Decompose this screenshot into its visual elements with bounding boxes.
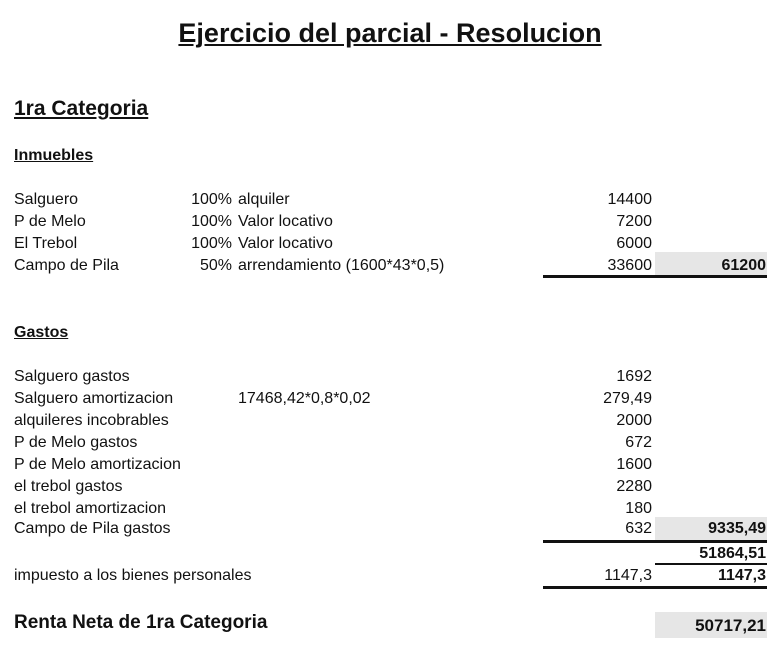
gasto-name: Campo de Pila gastos bbox=[14, 520, 171, 537]
inmueble-desc: alquiler bbox=[238, 191, 290, 208]
gasto-value: 632 bbox=[625, 520, 652, 537]
inmueble-name: Salguero bbox=[14, 191, 79, 208]
gasto-row bbox=[0, 478, 780, 500]
inmueble-desc: Valor locativo bbox=[238, 235, 333, 252]
inmueble-pct: 100% bbox=[191, 235, 232, 252]
gasto-value: 279,49 bbox=[603, 390, 652, 407]
gastos-total: 9335,49 bbox=[708, 520, 766, 537]
gasto-row bbox=[0, 368, 780, 390]
impuesto-rule bbox=[543, 586, 767, 589]
gasto-row bbox=[0, 434, 780, 456]
subtotal-rule bbox=[655, 563, 767, 565]
gasto-row bbox=[0, 412, 780, 434]
gasto-row bbox=[0, 520, 780, 542]
gasto-row bbox=[0, 456, 780, 478]
inmueble-row bbox=[0, 191, 780, 213]
inmueble-value: 6000 bbox=[616, 235, 652, 252]
inmueble-value: 7200 bbox=[616, 213, 652, 230]
renta-neta-value: 50717,21 bbox=[695, 616, 766, 635]
gasto-value: 2280 bbox=[616, 478, 652, 495]
gastos-total-rule bbox=[543, 540, 767, 543]
gastos-heading: Gastos bbox=[14, 324, 69, 341]
gasto-name: Salguero amortizacion bbox=[14, 390, 174, 407]
gasto-formula: 17468,42*0,8*0,02 bbox=[238, 390, 371, 407]
impuesto-label: impuesto a los bienes personales bbox=[14, 567, 252, 584]
renta-neta-row bbox=[0, 616, 780, 638]
gasto-name: P de Melo amortizacion bbox=[14, 456, 181, 473]
renta-neta-label: Renta Neta de 1ra Categoria bbox=[14, 612, 268, 633]
inmuebles-total-rule bbox=[543, 275, 767, 278]
inmueble-desc: arrendamiento (1600*43*0,5) bbox=[238, 257, 445, 274]
gasto-value: 1600 bbox=[616, 456, 652, 473]
gasto-value: 180 bbox=[625, 500, 652, 517]
gasto-name: Salguero gastos bbox=[14, 368, 130, 385]
inmueble-row bbox=[0, 213, 780, 235]
gasto-name: el trebol amortizacion bbox=[14, 500, 167, 517]
gasto-name: alquileres incobrables bbox=[14, 412, 169, 429]
inmueble-value: 33600 bbox=[607, 257, 652, 274]
gasto-value: 672 bbox=[625, 434, 652, 451]
inmueble-pct: 50% bbox=[199, 257, 232, 274]
category-heading: 1ra Categoria bbox=[14, 97, 149, 120]
inmueble-desc: Valor locativo bbox=[238, 213, 333, 230]
impuesto-total: 1147,3 bbox=[717, 567, 766, 584]
gasto-name: P de Melo gastos bbox=[14, 434, 138, 451]
impuesto-value: 1147,3 bbox=[604, 567, 652, 584]
inmueble-name: Campo de Pila bbox=[14, 257, 119, 274]
inmueble-pct: 100% bbox=[191, 213, 232, 230]
inmueble-pct: 100% bbox=[191, 191, 232, 208]
inmueble-name: P de Melo bbox=[14, 213, 86, 230]
gasto-value: 2000 bbox=[616, 412, 652, 429]
inmuebles-total: 61200 bbox=[721, 257, 766, 274]
subtotal-value: 51864,51 bbox=[699, 545, 766, 562]
inmueble-name: El Trebol bbox=[14, 235, 78, 252]
gasto-row bbox=[0, 390, 780, 412]
inmueble-value: 14400 bbox=[607, 191, 652, 208]
gasto-name: el trebol gastos bbox=[14, 478, 123, 495]
gasto-value: 1692 bbox=[616, 368, 652, 385]
inmuebles-heading: Inmuebles bbox=[14, 147, 94, 164]
page-title: Ejercicio del parcial - Resolucion bbox=[178, 18, 602, 48]
